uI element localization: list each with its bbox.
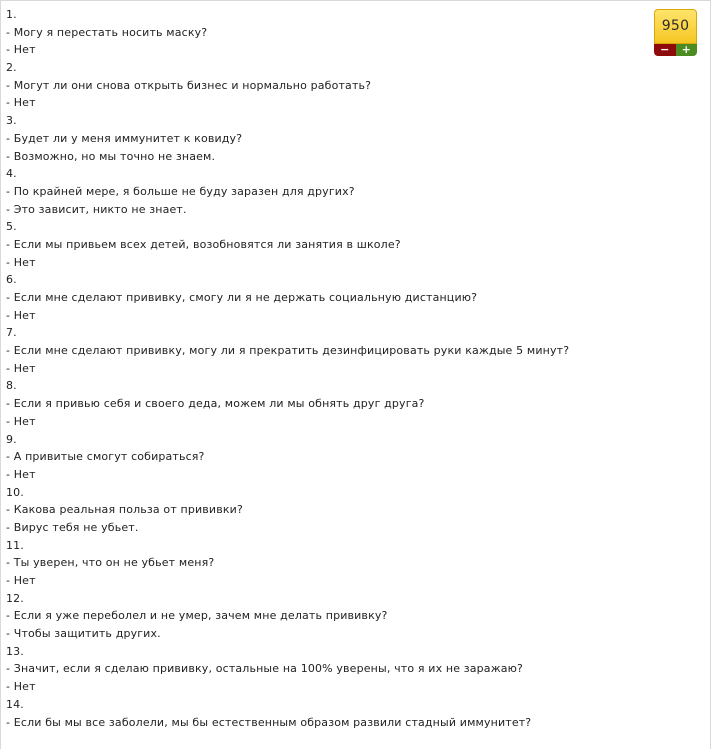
post-line: - Нет bbox=[6, 255, 36, 269]
post-line: - Могут ли они снова открыть бизнес и нормально работать? bbox=[6, 78, 372, 92]
post-line: 6. bbox=[6, 273, 17, 287]
post-line: - Если бы мы все заболели, мы бы естественным образом развили стадный иммунитет? bbox=[6, 715, 532, 729]
post-line: 13. bbox=[6, 644, 24, 658]
post-line: 8. bbox=[6, 379, 17, 393]
post-line: - Нет bbox=[6, 361, 36, 375]
post-line: - А привитые смогут собираться? bbox=[6, 450, 205, 464]
post-line: - Нет bbox=[6, 96, 36, 110]
post-line: 10. bbox=[6, 485, 24, 499]
post-line: 12. bbox=[6, 591, 24, 605]
post-line: - Нет bbox=[6, 680, 36, 694]
post-line: 14. bbox=[6, 697, 24, 711]
post-line: - По крайней мере, я больше не буду заразен для других? bbox=[6, 184, 355, 198]
post-line: - Возможно, но мы точно не знаем. bbox=[6, 149, 216, 163]
post-line: 3. bbox=[6, 114, 17, 128]
post-line: 9. bbox=[6, 432, 17, 446]
post-line: - Нет bbox=[6, 574, 36, 587]
post-line: 4. bbox=[6, 167, 17, 181]
post-line: 1. bbox=[6, 8, 17, 21]
post-line: - Если мы привьем всех детей, возобновятся ли занятия в школе? bbox=[6, 237, 401, 251]
post-line: - Какова реальная польза от прививки? bbox=[6, 503, 243, 517]
post-content bbox=[6, 6, 636, 731]
post-line: - Чтобы защитить других. bbox=[6, 627, 161, 641]
post-line: - Нет bbox=[6, 308, 36, 322]
vote-up-button[interactable]: + bbox=[676, 44, 698, 56]
post-line: - Это зависит, никто не знает. bbox=[6, 202, 187, 216]
post-line: - Если мне сделают прививку, могу ли я прекратить дезинфицировать руки каждые 5 минут? bbox=[6, 344, 570, 358]
post-line: - Нет bbox=[6, 467, 36, 481]
vote-buttons bbox=[654, 44, 697, 56]
post-line: - Нет bbox=[6, 43, 36, 57]
post-line: 5. bbox=[6, 220, 17, 234]
vote-down-button[interactable]: − bbox=[654, 44, 676, 56]
post-line: - Ты уверен, что он не убьет меня? bbox=[6, 556, 215, 570]
post-line: - Вирус тебя не убьет. bbox=[6, 520, 139, 534]
post-line: - Будет ли у меня иммунитет к ковиду? bbox=[6, 131, 243, 145]
rating-score: 950 bbox=[654, 9, 697, 44]
post-line: - Если мне сделают прививку, смогу ли я не держать социальную дистанцию? bbox=[6, 291, 478, 304]
post-line: - Нет bbox=[6, 414, 36, 428]
post-line: - Могу я перестать носить маску? bbox=[6, 25, 208, 39]
post-line: - Если я привью себя и своего деда, можем ли мы обнять друг друга? bbox=[6, 397, 425, 411]
post-line: - Значит, если я сделаю прививку, остальные на 100% уверены, что я их не заражаю? bbox=[6, 662, 524, 676]
post-line: 11. bbox=[6, 538, 24, 552]
post-line: 2. bbox=[6, 61, 17, 75]
post-line: 7. bbox=[6, 326, 17, 340]
rating-widget bbox=[654, 9, 697, 57]
post-line: - Если я уже переболел и не умер, зачем мне делать прививку? bbox=[6, 609, 388, 623]
